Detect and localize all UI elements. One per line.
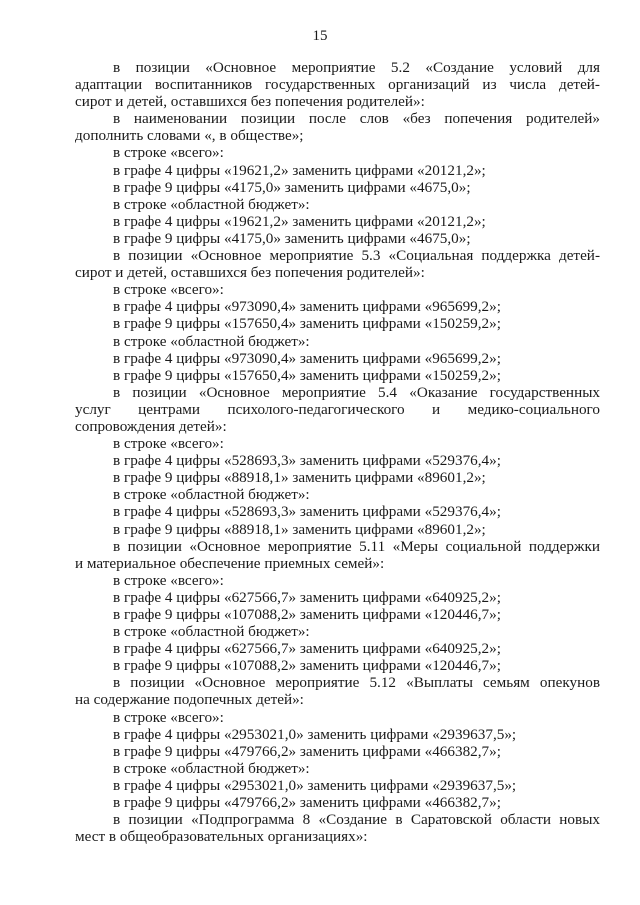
text-line: и материальное обеспечение приемных семей»: [75, 554, 385, 572]
text-line: в графе 9 цифры «4175,0» заменить цифрами «4675,0»; [113, 178, 471, 196]
text-line: в графе 9 цифры «107088,2» заменить цифрами «120446,7»; [113, 606, 501, 623]
text-line: в строке «областной бюджет»: [113, 623, 310, 641]
text-line: в графе 9 цифры «107088,2» заменить цифрами «120446,7»; [113, 657, 501, 675]
text-line: в графе 9 цифры «88918,1» заменить цифрами «89601,2»; [113, 469, 486, 487]
text-line: в графе 9 цифры «479766,2» заменить цифрами «466382,7»; [113, 742, 501, 760]
text-line: в графе 9 цифры «157650,4» заменить цифрами «150259,2»; [113, 366, 501, 384]
text-line: на содержание подопечных детей»: [75, 691, 304, 709]
text-line: в позиции «Основное мероприятие 5.3 «Социальная поддержка детей- [113, 247, 600, 265]
text-line: в строке «всего»: [113, 144, 224, 162]
text-line: адаптации воспитанников государственных организаций из числа детей- [75, 76, 600, 94]
text-line: в графе 4 цифры «973090,4» заменить цифрами «965699,2»; [113, 298, 501, 316]
text-line: в наименовании позиции после слов «без попечения родителей» [113, 110, 600, 128]
text-line: в графе 9 цифры «88918,1» заменить цифрами «89601,2»; [113, 520, 486, 538]
text-line: сирот и детей, оставшихся без попечения родителей»: [75, 93, 425, 111]
text-line: в графе 4 цифры «627566,7» заменить цифрами «640925,2»; [113, 588, 501, 606]
text-line: в строке «областной бюджет»: [113, 195, 310, 213]
text-line: в графе 4 цифры «19621,2» заменить цифрами «20121,2»; [113, 212, 486, 230]
text-line: в графе 4 цифры «19621,2» заменить цифрами «20121,2»; [113, 161, 486, 179]
text-line: в графе 4 цифры «528693,3» заменить цифрами «529376,4»; [113, 452, 501, 470]
text-line: услуг центрами психолого-педагогического и медико-социального [75, 400, 600, 418]
text-line: в графе 9 цифры «479766,2» заменить цифрами «466382,7»; [113, 794, 501, 812]
text-line: мест в общеобразовательных организациях»: [75, 828, 368, 846]
text-line: в графе 9 цифры «157650,4» заменить цифрами «150259,2»; [113, 315, 501, 333]
text-line: в графе 4 цифры «627566,7» заменить цифрами «640925,2»; [113, 640, 501, 658]
text-line: в графе 4 цифры «973090,4» заменить цифрами «965699,2»; [113, 349, 501, 367]
page-number: 15 [312, 28, 328, 44]
text-line: в графе 4 цифры «528693,3» заменить цифрами «529376,4»; [113, 503, 501, 521]
document-body [75, 59, 600, 845]
text-line: в строке «всего»: [113, 708, 224, 726]
text-line: в позиции «Основное мероприятие 5.4 «Оказание государственных [113, 383, 600, 401]
text-line: в строке «всего»: [113, 571, 224, 589]
text-line: в графе 4 цифры «2953021,0» заменить цифрами «2939637,5»; [113, 725, 517, 743]
text-line: сирот и детей, оставшихся без попечения родителей»: [75, 264, 425, 282]
text-line: в графе 9 цифры «4175,0» заменить цифрами «4675,0»; [113, 229, 471, 247]
text-line: в строке «областной бюджет»: [113, 759, 310, 777]
text-line: дополнить словами «, в обществе»; [75, 127, 304, 145]
text-line: в позиции «Основное мероприятие 5.2 «Создание условий для [113, 59, 600, 76]
text-line: сопровождения детей»: [75, 417, 227, 435]
text-line: в строке «всего»: [113, 435, 224, 453]
text-line: в позиции «Подпрограмма 8 «Создание в Саратовской области новых [113, 811, 600, 829]
text-line: в строке «областной бюджет»: [113, 486, 310, 504]
text-line: в позиции «Основное мероприятие 5.11 «Меры социальной поддержки [113, 537, 600, 555]
text-line: в строке «всего»: [113, 281, 224, 299]
text-line: в строке «областной бюджет»: [113, 332, 310, 350]
text-line: в позиции «Основное мероприятие 5.12 «Выплаты семьям опекунов [113, 674, 600, 692]
text-line: в графе 4 цифры «2953021,0» заменить цифрами «2939637,5»; [113, 776, 517, 794]
